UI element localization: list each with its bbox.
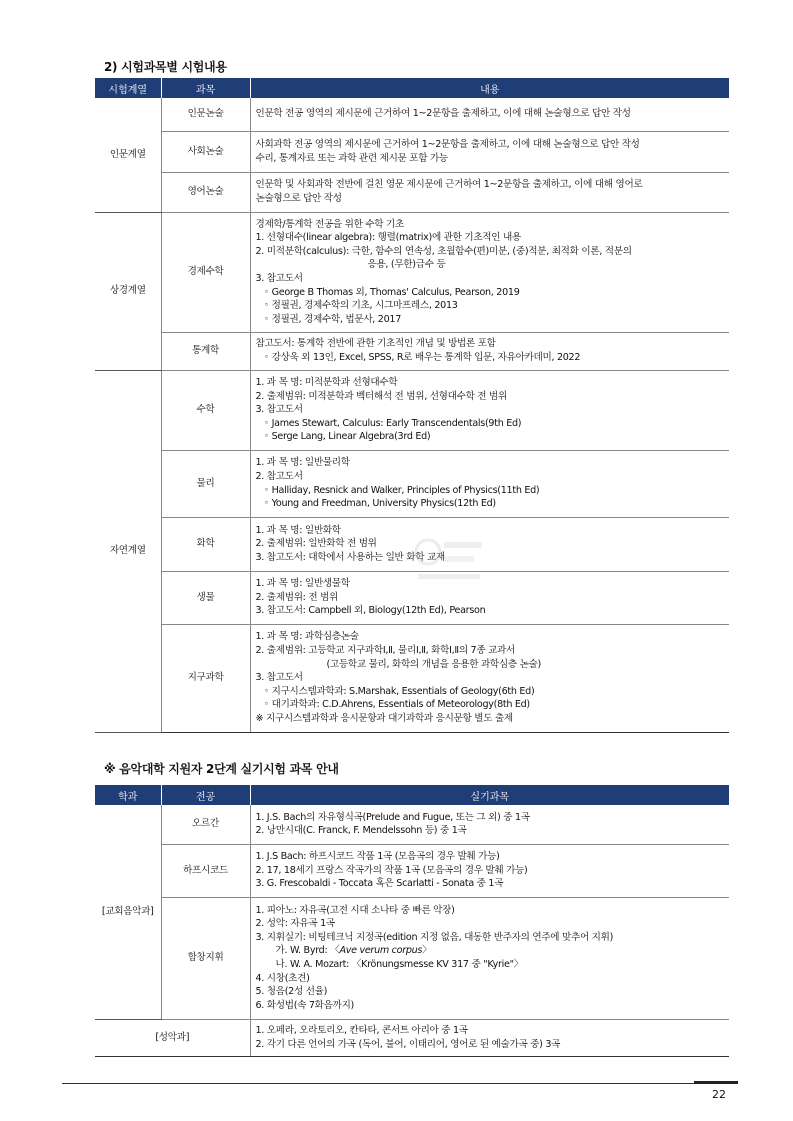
header-practical-subject: 실기과목 <box>250 785 729 805</box>
header-major: 전공 <box>161 785 250 805</box>
section-title-exam-subjects: 2) 시험과목별 시험내용 <box>104 60 227 74</box>
table-row <box>95 844 729 897</box>
table-header-row <box>95 78 729 98</box>
text-fragment: 〉 <box>422 945 432 957</box>
subject-chemistry: 화학 <box>161 517 250 571</box>
subject-statistics: 통계학 <box>161 332 250 370</box>
content-cell <box>250 212 729 332</box>
content-cell <box>250 805 729 844</box>
content-cell <box>250 98 729 131</box>
content-line: 2. 출제범위: 고등학교 지구과학Ⅰ,Ⅱ, 물리Ⅰ,Ⅱ, 화학Ⅰ,Ⅱ의 7종 교과서 <box>255 645 515 657</box>
text-fragment: 나. W. A. Mozart: 〈Krönungsmesse KV 317 중 " <box>275 959 488 970</box>
footer-page-tab <box>694 1081 738 1084</box>
text-fragment: 가. W. Byrd: 〈 <box>275 945 340 957</box>
content-line: 3. 지휘실기: 비팅테크닉 지정곡(edition 지정 없음, 대동한 반주자의 연주에 맞추어 지휘) <box>255 931 614 943</box>
table-header-row <box>95 785 729 805</box>
content-line: 2. 낭만시대(C. Franck, F. Mendelssohn 등) 중 1곡 <box>255 825 467 837</box>
major-harpsichord: 하프시코드 <box>161 844 250 897</box>
content-line: ◦ Halliday, Resnick and Walker, Principles of Physics(11th Ed) <box>263 484 540 496</box>
subject-social-essay: 사회논술 <box>161 131 250 172</box>
content-line: ※ 지구시스템과학과 응시문항과 대기과학과 응시문항 별도 출제 <box>255 712 513 724</box>
header-department: 학과 <box>95 785 161 805</box>
content-line: 2. 출제범위: 미적분학과 벡터해석 전 범위, 선형대수학 전 범위 <box>255 390 507 402</box>
major-choral-conducting: 합창지휘 <box>161 897 250 1019</box>
content-cell <box>250 172 729 212</box>
content-line: 인문학 전공 영역의 제시문에 근거하여 1~2문항을 출제하고, 이에 대해 논술형으로 답안 작성 <box>255 108 631 120</box>
content-line: 인문학 및 사회과학 전반에 걸친 영문 제시문에 근거하여 1~2문항을 출제하고, 이에 대해 영어로 <box>255 179 643 191</box>
content-line: ◦ 지구시스템과학과: S.Marshak, Essentials of Geology(6th Ed) <box>263 685 535 697</box>
content-line: 1. 과 목 명: 일반물리학 <box>255 457 350 469</box>
content-line: 1. 선형대수(linear algebra): 행렬(matrix)에 관한 기초적인 내용 <box>255 232 521 244</box>
content-line: 경제학/통계학 전공을 위한 수학 기초 <box>255 218 404 230</box>
header-exam-track: 시험계열 <box>95 78 161 98</box>
content-line: 3. 참고도서 <box>255 404 303 416</box>
content-line: 1. J.S Bach: 하프시코드 작품 1곡 (모음곡의 경우 발췌 가능) <box>255 851 500 863</box>
subject-physics: 물리 <box>161 450 250 517</box>
table-row <box>95 131 729 172</box>
piece-title: Ave verum corpus <box>339 945 423 957</box>
content-cell <box>250 1019 729 1056</box>
exam-subjects-table <box>95 78 729 733</box>
content-line: 참고도서: 통계학 전반에 관한 기초적인 개념 및 방법론 포함 <box>255 338 496 350</box>
text-fragment: "〉 <box>509 959 524 970</box>
header-subject: 과목 <box>161 78 250 98</box>
content-line: ◦ James Stewart, Calculus: Early Transcendentals(9th Ed) <box>263 417 522 429</box>
content-line: 5. 청음(2성 선율) <box>255 986 328 998</box>
content-line: 4. 시창(초견) <box>255 972 310 984</box>
content-line: 논술형으로 답안 작성 <box>255 193 342 204</box>
subject-biology: 생물 <box>161 571 250 624</box>
content-line: 3. G. Frescobaldi - Toccata 혹은 Scarlatti - Sonata 중 1곡 <box>255 878 504 890</box>
content-line: 6. 화성법(속 7화음까지) <box>255 999 354 1011</box>
content-line: 2. 미적분학(calculus): 극한, 함수의 연속성, 초월함수(편)미분, (중)적분, 최적화 이론, 적분의 <box>255 245 632 257</box>
table-row <box>95 1019 729 1056</box>
content-line: (고등학교 물리, 화학의 개념을 응용한 과학심층 논술) <box>326 658 541 670</box>
content-line: 수리, 통계자료 또는 과학 관련 제시문 포함 가능 <box>255 152 448 164</box>
content-line: 1. 과 목 명: 미적분학과 선형대수학 <box>255 377 398 389</box>
content-line <box>256 944 724 958</box>
subject-humanities-essay: 인문논술 <box>161 98 250 131</box>
content-cell <box>250 131 729 172</box>
section-title-music: ※ 음악대학 지원자 2단계 실기시험 과목 안내 <box>104 762 339 776</box>
content-line: 1. 오페라, 오라토리오, 칸타타, 콘서트 아리아 중 1곡 <box>255 1024 468 1036</box>
content-line: ◦ Serge Lang, Linear Algebra(3rd Ed) <box>263 431 431 443</box>
subject-econ-math: 경제수학 <box>161 212 250 332</box>
music-practical-table <box>95 785 729 1057</box>
content-line: 3. 참고도서 <box>255 273 303 284</box>
content-line: 1. 과 목 명: 일반생물학 <box>255 578 350 590</box>
dept-vocal-music: [성악과] <box>95 1019 250 1056</box>
table-row <box>95 624 729 732</box>
group-business: 상경계열 <box>95 212 161 370</box>
table-row <box>95 370 729 450</box>
content-line: ◦ 정필권, 경제수학, 법문사, 2017 <box>263 313 401 325</box>
content-line: 1. J.S. Bach의 자유형식곡(Prelude and Fugue, 또는 그 외) 중 1곡 <box>255 811 530 823</box>
table-row <box>95 450 729 517</box>
content-line: 2. 출제범위: 일반화학 전 범위 <box>255 538 377 550</box>
group-science: 자연계열 <box>95 370 161 732</box>
major-organ: 오르간 <box>161 805 250 844</box>
content-line: ◦ 대기과학과: C.D.Ahrens, Essentials of Meteorology(8th Ed) <box>263 699 530 711</box>
subject-earth-science: 지구과학 <box>161 624 250 732</box>
table-row <box>95 172 729 212</box>
content-line: ◦ Young and Freedman, University Physics(12th Ed) <box>263 498 496 510</box>
content-line: 3. 참고도서: 대학에서 사용하는 일반 화학 교재 <box>255 551 445 563</box>
table-row <box>95 98 729 131</box>
content-line: 사회과학 전공 영역의 제시문에 근거하여 1~2문항을 출제하고, 이에 대해 논술형으로 답안 작성 <box>255 138 640 150</box>
content-line: 2. 참고도서 <box>255 470 303 482</box>
group-humanities: 인문계열 <box>95 98 161 212</box>
dept-church-music: [교회음악과] <box>95 805 161 1019</box>
table-row <box>95 805 729 844</box>
table-row <box>95 897 729 1019</box>
content-cell <box>250 897 729 1019</box>
content-cell <box>250 624 729 732</box>
content-cell <box>250 370 729 450</box>
content-line: 1. 과 목 명: 과학심층논술 <box>255 631 359 643</box>
page-number: 22 <box>712 1088 726 1101</box>
content-line: 응용, (무한)급수 등 <box>367 259 446 271</box>
table-row <box>95 332 729 370</box>
content-line: ◦ George B Thomas 외, Thomas' Calculus, Pearson, 2019 <box>263 286 520 298</box>
content-line: 2. 각기 다른 언어의 가곡 (독어, 불어, 이태리어, 영어로 된 예술가곡 중) 3곡 <box>255 1038 561 1050</box>
content-line: ◦ 정필권, 경제수학의 기초, 시그마프레스, 2013 <box>263 300 458 312</box>
subject-english-essay: 영어논술 <box>161 172 250 212</box>
watermark-logo <box>410 530 490 590</box>
content-line: 2. 출제범위: 전 범위 <box>255 591 339 603</box>
subject-math: 수학 <box>161 370 250 450</box>
content-line: 3. 참고도서 <box>255 672 303 684</box>
content-line: ◦ 강상욱 외 13인, Excel, SPSS, R로 배우는 통계학 입문, 자유아카데미, 2022 <box>263 352 581 363</box>
piece-title: Kyrie <box>487 959 510 970</box>
content-line: 1. 피아노: 자유곡(고전 시대 소나타 중 빠른 악장) <box>255 904 455 916</box>
content-cell <box>250 844 729 897</box>
table-row <box>95 212 729 332</box>
content-line: 2. 성악: 자유곡 1곡 <box>255 918 335 930</box>
content-line: 2. 17, 18세기 프랑스 작곡가의 작품 1곡 (모음곡의 경우 발췌 가능) <box>255 864 528 876</box>
footer-divider <box>62 1083 738 1084</box>
content-line <box>256 958 724 972</box>
content-line: 3. 참고도서: Campbell 외, Biology(12th Ed), Pearson <box>255 605 486 617</box>
header-content: 내용 <box>250 78 729 98</box>
content-cell <box>250 450 729 517</box>
content-cell <box>250 332 729 370</box>
content-line: 1. 과 목 명: 일반화학 <box>255 524 341 536</box>
